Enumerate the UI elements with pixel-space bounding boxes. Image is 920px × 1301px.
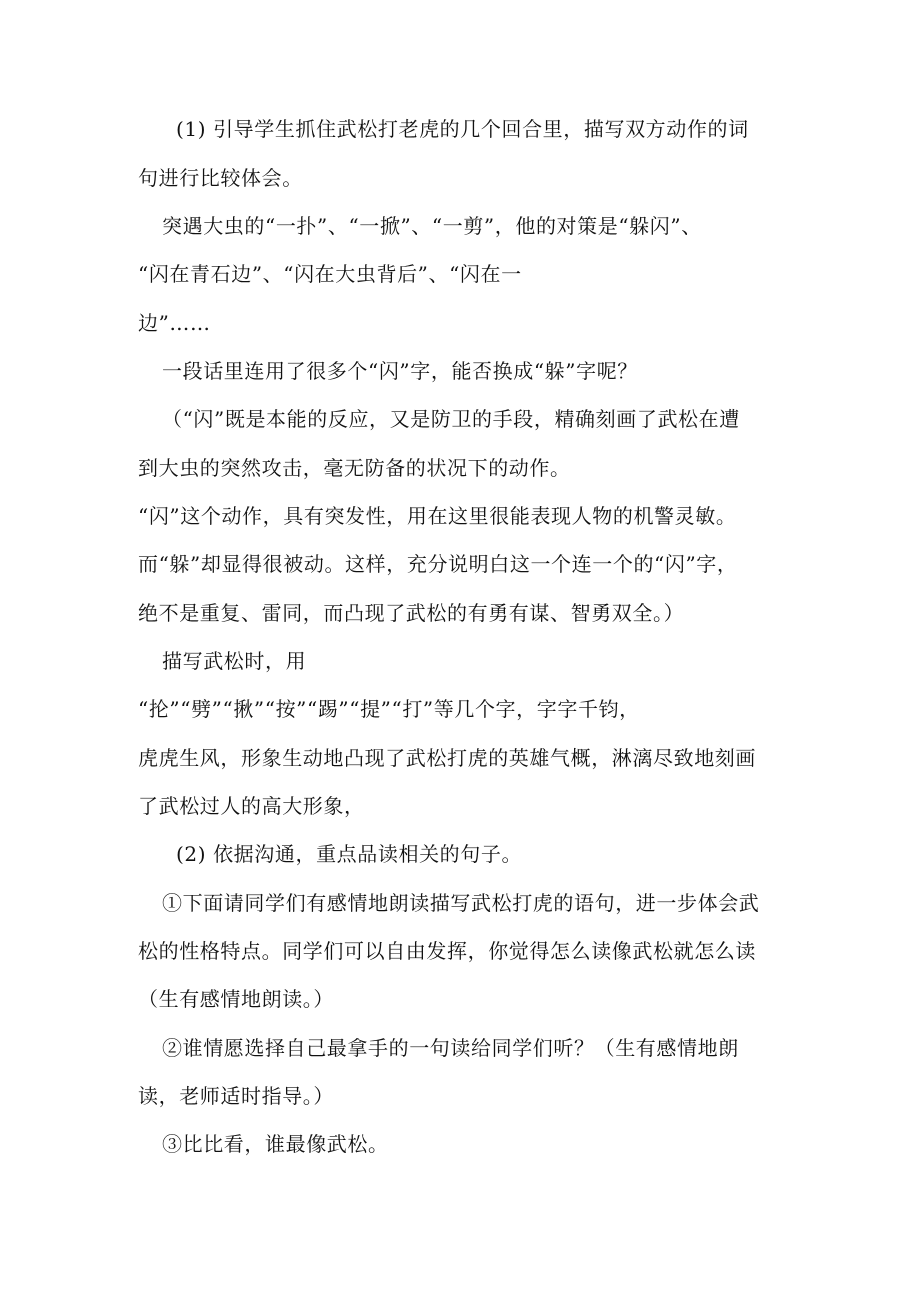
text-line: 绝不是重复、雷同，而凸现了武松的有勇有谋、智勇双全。） xyxy=(138,601,685,625)
text-line: 读，老师适时指导。） xyxy=(138,1084,334,1108)
text-line: (2) 依据沟通，重点品读相关的句子。 xyxy=(176,842,523,866)
text-line: “闪”这个动作，具有突发性，用在这里很能表现人物的机警灵敏。 xyxy=(138,504,737,528)
text-line: 虎虎生风，形象生动地凸现了武松打虎的英雄气概，淋漓尽致地刻画 xyxy=(138,746,756,770)
text-line: 了武松过人的高大形象， xyxy=(138,794,365,818)
text-line: 一段话里连用了很多个“闪”字，能否换成“躲”字呢？ xyxy=(162,359,638,383)
text-line: 描写武松时，用 xyxy=(162,649,307,673)
text-line: ②谁情愿选择自己最拿手的一句读给同学们听？（生有感情地朗 xyxy=(162,1036,739,1060)
text-line: 到大虫的突然攻击，毫无防备的状况下的动作。 xyxy=(138,456,571,480)
text-line: 松的性格特点。同学们可以自由发挥，你觉得怎么读像武松就怎么读 xyxy=(138,939,756,963)
text-line: ①下面请同学们有感情地朗读描写武松打虎的语句，进一步体会武 xyxy=(162,891,760,915)
text-line: “抡”“劈”“揪”“按”“踢”“提”“打”等几个字，字字千钧， xyxy=(138,697,640,721)
text-line: (1) 引导学生抓住武松打老虎的几个回合里，描写双方动作的词 xyxy=(176,117,749,141)
text-line: 而“躲”却显得很被动。这样，充分说明白这一个连一个的“闪”字， xyxy=(138,552,738,576)
text-line: 突遇大虫的“一扑”、“一掀”、“一剪”，他的对策是“躲闪”、 xyxy=(162,214,702,238)
text-line: ③比比看，谁最像武松。 xyxy=(162,1132,389,1156)
text-line: 边”…… xyxy=(138,311,211,335)
text-line: （生有感情地朗读。） xyxy=(138,987,334,1011)
text-line: 句进行比较体会。 xyxy=(138,166,303,190)
text-line: “闪在青石边”、“闪在大虫背后”、“闪在一 xyxy=(138,262,522,286)
text-line: （“闪”既是本能的反应，又是防卫的手段，精确刻画了武松在遭 xyxy=(162,407,740,431)
